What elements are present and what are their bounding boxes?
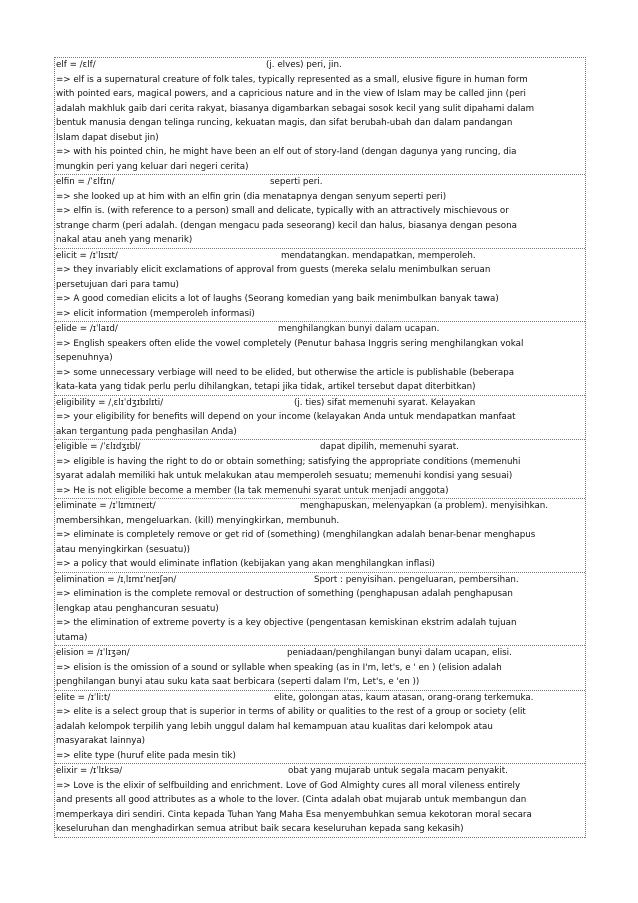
definition-line: => Love is the elixir of selfbuilding and enrichment. Love of God Almighty cures all moral vileness entirely <box>56 780 521 791</box>
definition-line: persetujuan dari para tamu) <box>56 279 179 290</box>
gloss: elite, golongan atas, kaum atasan, orang-orang terkemuka. <box>274 692 534 703</box>
definition-line: penghilangan bunyi atau suku kata saat berbicara (seperti dalam I'm, Let's, e 'en )) <box>56 677 420 687</box>
headword: elfin = /ˈɛlfɪn/ <box>56 177 115 187</box>
gloss: (j. elves) peri, jin. <box>266 60 342 70</box>
definition-line: nakal atau aneh yang menarik) <box>56 235 193 245</box>
definition-line: utama) <box>56 632 88 643</box>
entry-header <box>56 573 584 588</box>
gloss: menghilangkan bunyi dalam ucapan. <box>278 324 440 334</box>
definition-line: => elision is the omission of a sound or syllable when speaking (as in I'm, let's, e ' en ) (elision adalah <box>56 662 502 673</box>
definition-line: => your eligibility for benefits will depend on your income (kelayakan Anda untuk mendapatkan manfaat <box>56 412 516 422</box>
headword: elf = /ɛlf/ <box>56 60 96 70</box>
definition-line: => elicit information (memperoleh informasi) <box>56 308 255 319</box>
gloss: (j. ties) sifat memenuhi syarat. Kelayakan <box>294 397 476 408</box>
headword: elite = /ɪˈliːt/ <box>56 692 111 703</box>
entry-header <box>56 249 584 264</box>
definition-line: lengkap atau penghancuran sesuatu) <box>56 603 219 614</box>
headword: eligibility = /ˌɛlɪˈdʒɪbɪlɪti/ <box>56 397 164 408</box>
entry-header <box>56 396 584 411</box>
definition-line: and presents all good attributes as a whole to the lover. (Cinta adalah obat mujarab untuk membangun dan <box>56 795 527 805</box>
dictionary-entry <box>55 396 585 441</box>
definition-line: => elfin is. (with reference to a person) small and delicate, typically with an attractively mischievous or <box>56 206 509 216</box>
entry-header <box>56 691 584 706</box>
definition-line: syarat adalah memiliki hak untuk melakukan atau memperoleh sesuatu; memenuhi kondisi yang sesuai) <box>56 471 513 481</box>
headword: elision = /ɪˈlɪʒən/ <box>56 648 130 658</box>
definition-line: => a policy that would eliminate inflation (kebijakan yang akan menghilangkan inflasi) <box>56 559 435 569</box>
gloss: dapat dipilih, memenuhi syarat. <box>320 442 459 452</box>
headword: elixir = /ɪˈlɪksə/ <box>56 766 123 776</box>
entry-header <box>56 440 584 455</box>
entry-header <box>56 646 584 661</box>
definition-line: Islam dapat disebut jin) <box>56 132 159 143</box>
definition-line: mungkin peri yang keluar dari negeri cerita) <box>56 161 249 172</box>
headword: eliminate = /ɪˈlɪmɪneɪt/ <box>56 501 156 511</box>
entry-header <box>56 322 584 337</box>
dictionary-entry <box>55 249 585 323</box>
definition-line: => some unnecessary verbiage will need to be elided, but otherwise the article is publishable (beberapa <box>56 367 515 378</box>
entry-header <box>56 58 584 73</box>
definition-line: => elf is a supernatural creature of folk tales, typically represented as a small, elusive figure in human form <box>56 74 528 85</box>
definition-line: => elimination is the complete removal or destruction of something (penghapusan adalah penghapusan <box>56 589 513 599</box>
entry-header <box>56 764 584 779</box>
dictionary-entry <box>55 499 585 573</box>
definition-line: adalah makhluk gaib dari cerita rakyat, biasanya digambarkan sebagai sosok kecil yang sulit dipahami dalam <box>56 103 535 114</box>
entry-header <box>56 499 584 514</box>
gloss: seperti peri. <box>270 177 323 187</box>
gloss: menghapuskan, melenyapkan (a problem). menyisihkan. <box>300 501 549 511</box>
definition-line: sepenuhnya) <box>56 353 113 363</box>
dictionary-entry <box>55 764 585 838</box>
definition-line: adalah kelompok terpilih yang lebih unggul dalam hal kemampuan atau kualitas dari kelompok atau <box>56 721 493 732</box>
definition-line: bentuk manusia dengan telinga runcing, kekuatan magis, dan sifat berubah-ubah dan dalam pandangan <box>56 118 513 128</box>
definition-line: => eligible is having the right to do or obtain something; satisfying the appropriate conditions (memenuhi <box>56 456 521 467</box>
definition-line: => they invariably elicit exclamations of approval from guests (mereka selalu menimbulkan seruan <box>56 265 491 275</box>
gloss: Sport : penyisihan. pengeluaran, pembersihan. <box>314 574 519 585</box>
dictionary-entry <box>55 691 585 765</box>
definition-line: keseluruhan dan menghadirkan semua atribut baik secara keseluruhan kepada sang kekasih) <box>56 824 464 834</box>
definition-line: memperkaya diri sendiri. Cinta kepada Tuhan Yang Maha Esa menyembuhkan semua kekotoran moral secara <box>56 809 532 820</box>
entry-header <box>56 175 584 190</box>
definition-line: => she looked up at him with an elfin grin (dia menatapnya dengan senyum seperti peri) <box>56 191 447 202</box>
definition-line: => elite type (huruf elite pada mesin tik) <box>56 750 236 761</box>
definition-line: strange charm (peri adalah. (dengan mengacu pada seseorang) kecil dan halus, biasanya dengan pesona <box>56 220 517 231</box>
dictionary-entry <box>55 440 585 499</box>
gloss: obat yang mujarab untuk segala macam penyakit. <box>288 766 508 776</box>
definition-line: masyarakat lainnya) <box>56 736 146 746</box>
definition-line: => with his pointed chin, he might have been an elf out of story-land (dengan dagunya yang runcing, dia <box>56 147 517 157</box>
gloss: peniadaan/penghilangan bunyi dalam ucapan, elisi. <box>287 648 512 658</box>
dictionary-entry <box>55 175 585 249</box>
definition-line: => English speakers often elide the vowel completely (Penutur bahasa Inggris sering menghilangkan vokal <box>56 338 524 349</box>
gloss: mendatangkan. mendapatkan, memperoleh. <box>281 250 476 261</box>
dictionary-entry <box>55 58 585 175</box>
definition-line: => eliminate is completely remove or get rid of (something) (menghilangkan adalah benar-benar menghapus <box>56 530 536 540</box>
definition-line: => the elimination of extreme poverty is a key objective (pengentasan kemiskinan ekstrim adalah tujuan <box>56 618 517 628</box>
dictionary-sheet <box>54 57 586 838</box>
headword: eligible = /ˈɛlɪdʒɪbl/ <box>56 442 141 452</box>
definition-line: akan tergantung pada penghasilan Anda) <box>56 426 237 437</box>
dictionary-entry <box>55 646 585 691</box>
definition-line: kata-kata yang tidak perlu perlu dihilangkan, tetapi jika tidak, artikel tersebut dapat diterbitkan) <box>56 382 476 392</box>
headword: elicit = /ɪˈlɪsɪt/ <box>56 250 118 261</box>
definition-line: => elite is a select group that is superior in terms of ability or qualities to the rest of a group or society (elit <box>56 707 526 717</box>
definition-line: => He is not eligible become a member (Ia tak memenuhi syarat untuk menjadi anggota) <box>56 485 449 496</box>
headword: elide = /ɪˈlaɪd/ <box>56 324 118 334</box>
definition-line: atau menyingkirkan (sesuatu)) <box>56 544 191 555</box>
dictionary-entry <box>55 573 585 647</box>
headword: elimination = /ɪˌlɪmɪˈneɪʃən/ <box>56 574 177 585</box>
dictionary-entry <box>55 322 585 396</box>
definition-line: with pointed ears, magical powers, and a capricious nature and in the view of Islam may be called jinn (peri <box>56 89 526 99</box>
definition-line: => A good comedian elicits a lot of laughs (Seorang komedian yang baik menimbulkan banyak tawa) <box>56 294 499 304</box>
definition-line: membersihkan, mengeluarkan. (kill) menyingkirkan, membunuh. <box>56 515 340 526</box>
